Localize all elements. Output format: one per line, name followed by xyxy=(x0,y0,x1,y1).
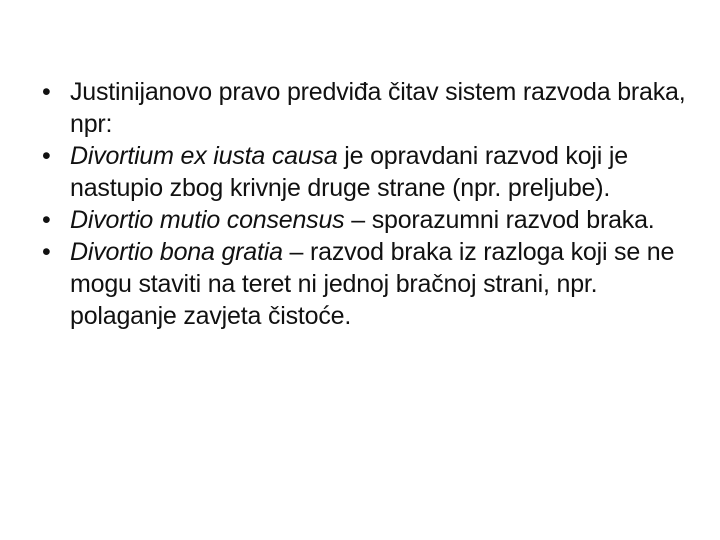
bullet-item-4 xyxy=(40,236,700,332)
bullet-item-1 xyxy=(40,76,700,140)
bullet-icon: • xyxy=(42,238,51,266)
bullet-icon: • xyxy=(42,78,51,106)
bullet-item-3 xyxy=(40,204,700,236)
bullet-item-2-text: je opravdani razvod koji je nastupio zbog krivnje druge strane (npr. preljube). xyxy=(70,142,628,202)
bullet-item-4-text: – razvod braka iz razloga koji se ne mogu staviti na teret ni jednoj bračnoj strani, npr. polaganje zavjeta čistoće. xyxy=(70,238,675,330)
bullet-item-1-text: Justinijanovo pravo predviđa čitav sistem razvoda braka, npr: xyxy=(70,78,686,138)
bullet-item-2-italic: Divortium ex iusta causa xyxy=(70,142,338,170)
bullet-item-3-text: – sporazumni razvod braka. xyxy=(344,206,655,234)
bullet-item-4-italic: Divortio bona gratia xyxy=(70,238,283,266)
bullet-item-3-italic: Divortio mutio consensus xyxy=(70,206,345,234)
bullet-icon: • xyxy=(42,142,51,170)
bullet-item-2 xyxy=(40,140,700,204)
bullet-list xyxy=(40,76,700,332)
bullet-icon: • xyxy=(42,206,51,234)
